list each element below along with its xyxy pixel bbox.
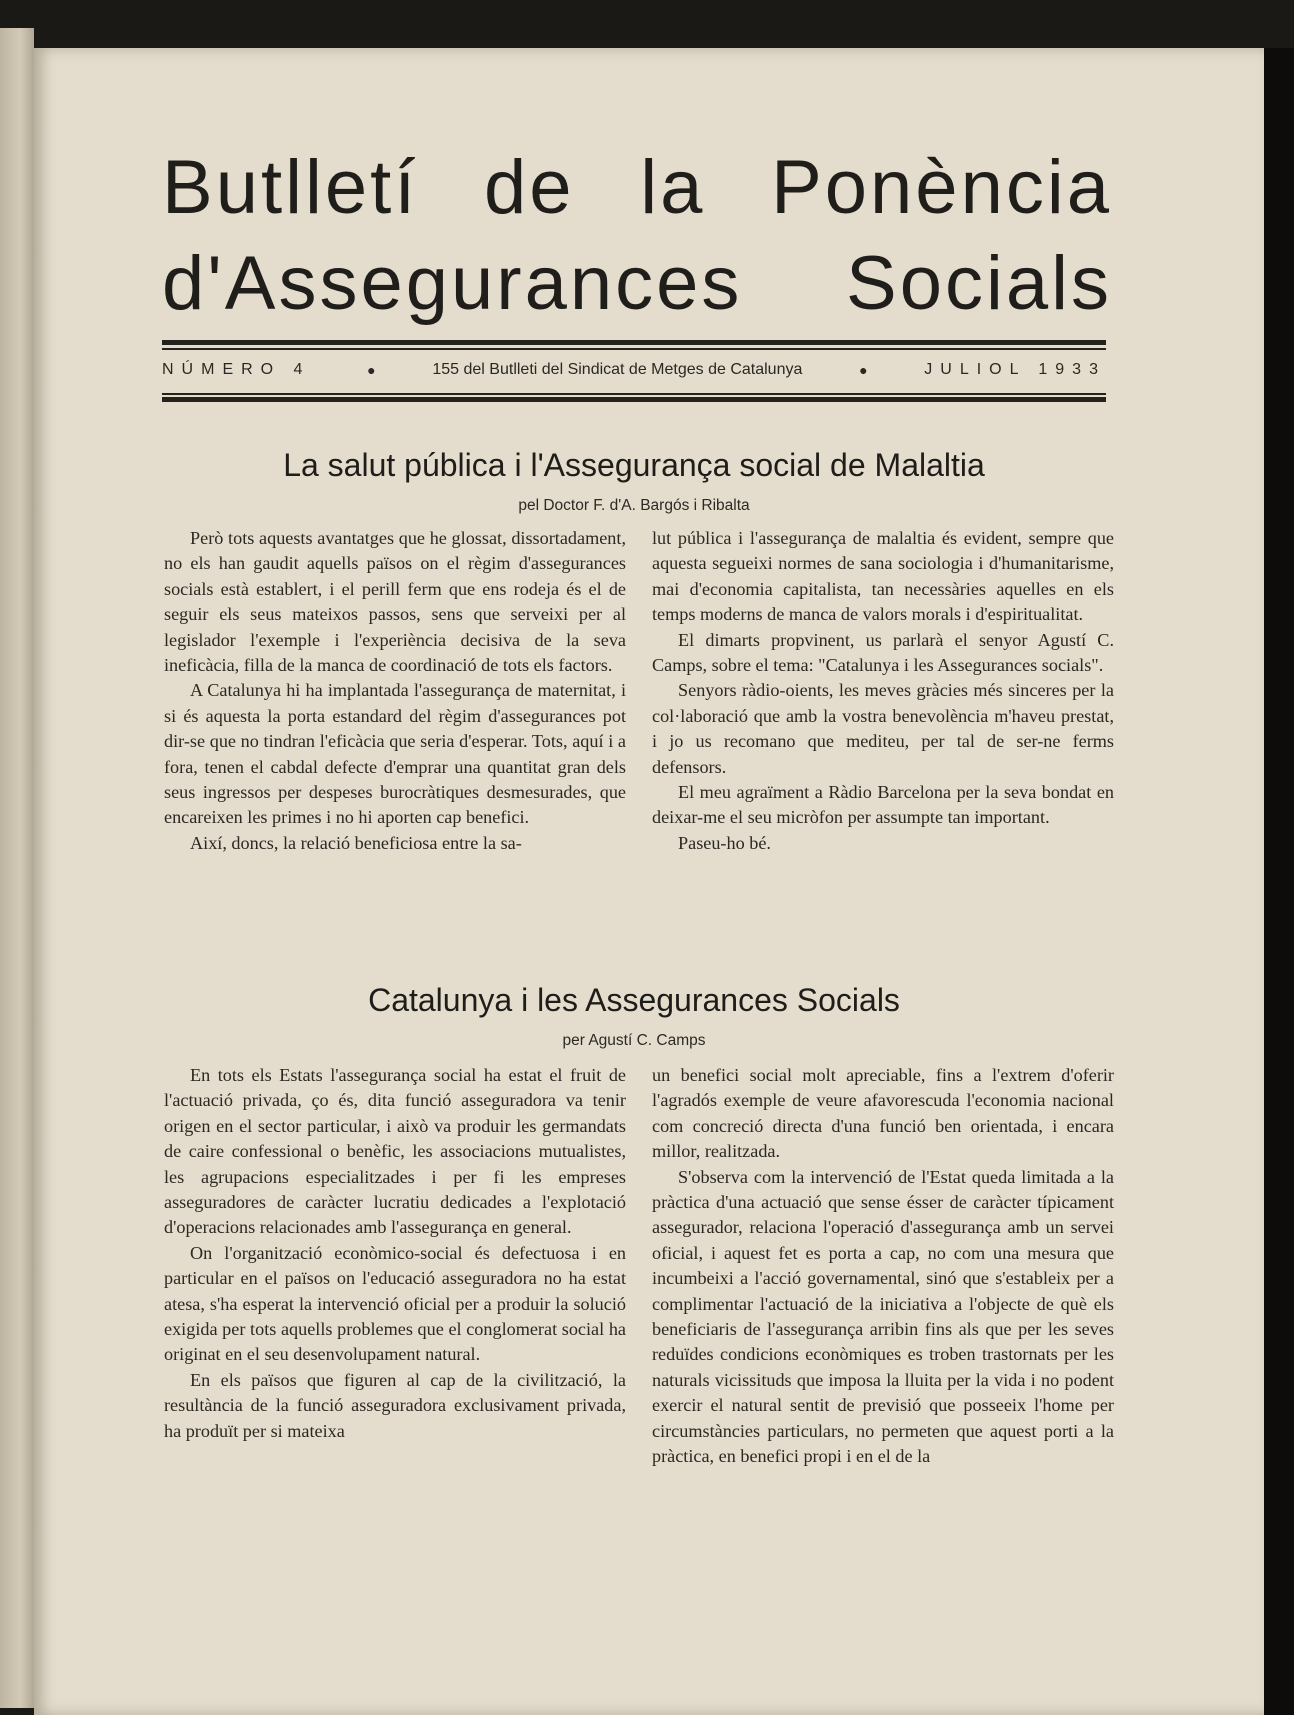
article-byline: pel Doctor F. d'A. Bargós i Ribalta — [518, 497, 750, 514]
paragraph: El dimarts propvinent, us parlarà el senyor Agustí C. Camps, sobre el tema: "Catalunya i les Assegurances socials". — [652, 629, 1114, 676]
article1-right-column — [652, 526, 1114, 856]
article-title: La salut pública i l'Assegurança social de Malaltia — [283, 447, 985, 483]
bottom-thin-rule — [162, 393, 1106, 395]
paragraph: S'observa com la intervenció de l'Estat queda limitada a la pràctica d'una actuació que sense ésser de caràcter típicament assegurador, relaciona l'operació d'assegurança amb un servei oficial, i aquest fet es porta a cap, no com una mesura que incumbeixi a l'acció governamental, sinó que s'estableix per a complimentar l'actuació de la iniciativa a l'objecte de què els beneficiaris de l'assegurança arribin fins als que per les seves reduïdes condicions econòmiques es troben trastornats per les naturals vicissituds que imposa la lluita per la vida i no podent exercir el natural sentit de previsió que posseeix l'home per circumstàncies particulars, no permeten que aquest porti a la pràctica, en benefici propi i en el de la — [652, 1166, 1114, 1467]
bottom-rule — [162, 397, 1106, 402]
issue-info-line — [162, 361, 1106, 379]
paragraph: Paseu-ho bé. — [678, 832, 771, 853]
article2-right-column — [652, 1063, 1114, 1470]
issue-number: NÚMERO 4 — [162, 361, 311, 378]
article-title: Catalunya i les Assegurances Socials — [368, 982, 900, 1018]
paragraph: Senyors ràdio-oients, les meves gràcies més sinceres per la col·laboració que amb la vostra benevolència m'haveu prestat, i jo us recomano que mediteu, per tal de ser-ne ferms defensors. — [652, 680, 1114, 777]
article-byline: per Agustí C. Camps — [562, 1032, 706, 1049]
article1-left-column — [164, 526, 626, 856]
separator-bullet: ● — [859, 362, 868, 378]
paragraph: un benefici social molt apreciable, fins a l'extrem d'oferir l'agradós exemple de veure afavorescuda l'economia nacional com concreció directa d'una funció ben orientada, i encara millor, realitzada. — [652, 1065, 1114, 1162]
bulletin-reference: 155 del Butlleti del Sindicat de Metges de Catalunya — [432, 361, 803, 378]
paragraph: Però tots aquests avantatges que he glossat, dissortadament, no els han gaudit aquells països on el règim d'assegurances socials està establert, i el perill ferm que ens rodeja és el de seguir els seus mateixos passos, sens que serveixi per al legislador l'exemple i l'experiència decisiva de la seva ineficàcia, filla de la manca de coordinació de tots els factors. — [164, 528, 626, 676]
issue-date: JULIOL 1933 — [924, 361, 1106, 378]
separator-bullet: ● — [367, 362, 376, 378]
paragraph: Així, doncs, la relació beneficiosa entre la sa- — [190, 832, 522, 853]
paragraph: A Catalunya hi ha implantada l'assegurança de maternitat, i si és aquesta la porta estandard del règim d'assegurances pot dir-se que no tindran l'eficàcia que seria d'esperar. Tots, aquí i a fora, tenen el cabdal defecte d'emprar una quantitat gran dels seus ingressos per despeses burocràtiques desmesurades, que encareixen les primes i no hi aporten cap benefici. — [164, 680, 626, 828]
top-rule — [162, 340, 1106, 345]
masthead-line-2: d'Assegurances Socials — [162, 241, 1112, 326]
paragraph: On l'organització econòmico-social és defectuosa i en particular en el països on l'educació asseguradora no ha estat atesa, s'ha esperat la intervenció oficial per a produir la solució exigida per tots aquells problemes que el conglomerat social ha originat en el seu desenvolupament natural. — [164, 1242, 626, 1365]
paragraph: En tots els Estats l'assegurança social ha estat el fruit de l'actuació privada, ço és, dita funció asseguradora va tenir origen en el sector particular, i això va produir les germandats de caire confessional o benèfic, les associacions mutualistes, les agrupacions especialitzades i per fi les empreses asseguradores de caràcter lucratiu dedicades a l'explotació d'operacions relacionades amb l'assegurança en general. — [164, 1065, 626, 1238]
masthead-title — [162, 140, 1112, 332]
masthead-line-1: Butlletí de la Ponència — [162, 145, 1112, 230]
paragraph: En els països que figuren al cap de la civilització, la resultància de la funció asseguradora exclusivament privada, ha produït per si mateixa — [164, 1369, 626, 1441]
scan-border — [1264, 48, 1294, 1715]
top-thin-rule — [162, 348, 1106, 350]
paragraph: lut pública i l'assegurança de malaltia és evident, sempre que aquesta segueixi normes de sana sociologia i d'humanitarisme, mai d'economia capitalista, tan necessàries aquelles en els temps moderns de manca de valors morals i d'espiritualitat. — [652, 528, 1114, 625]
previous-page-edge — [0, 28, 34, 1708]
article2-left-column — [164, 1063, 626, 1444]
paragraph: El meu agraïment a Ràdio Barcelona per la seva bondat en deixar-me el seu micròfon per assumpte tan important. — [652, 782, 1114, 828]
